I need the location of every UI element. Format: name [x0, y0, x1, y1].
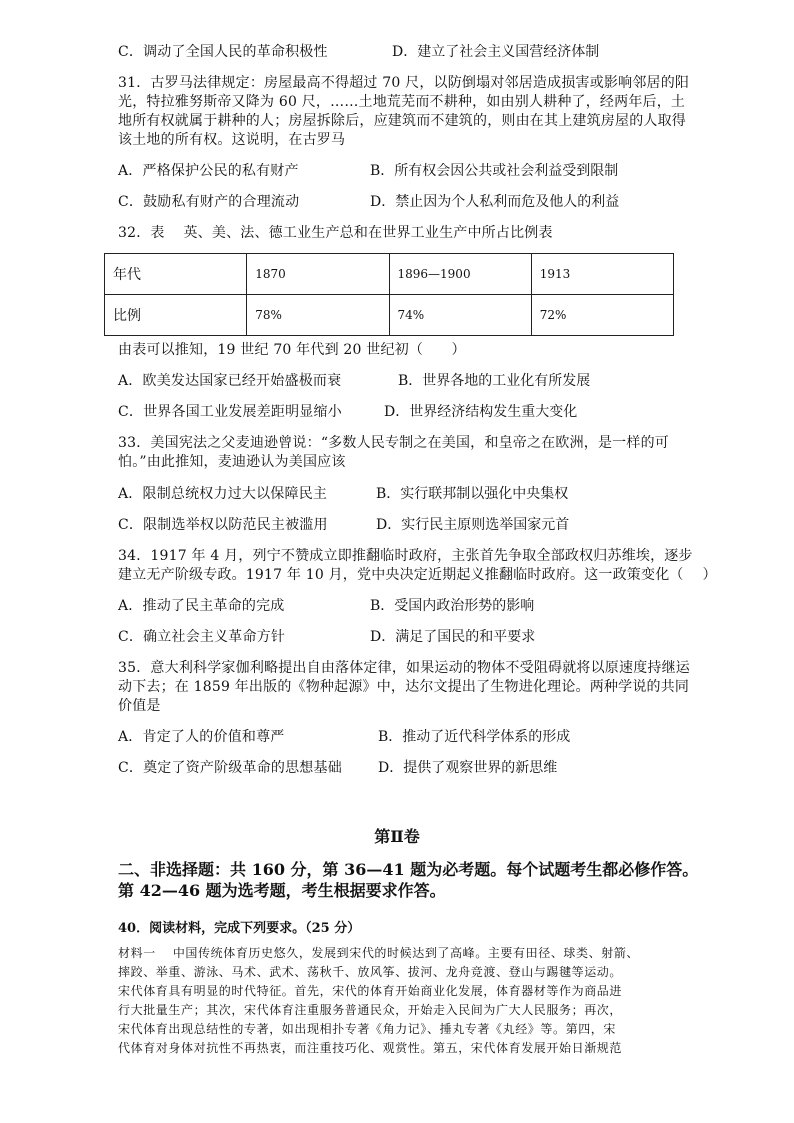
q35-option-c: C．奠定了资产阶级革命的思想基础 [118, 760, 342, 776]
table-header-row [105, 254, 674, 295]
q34-option-d: D．满足了国民的和平要求 [370, 629, 536, 645]
q35-stem-line-3: 价值是 [118, 698, 161, 714]
q30-option-c: C．调动了全国人民的革命积极性 [118, 44, 328, 60]
q34-stem-line-2: 建立无产阶级专政。1917 年 10 月，党中央决定近期起义推翻临时政府。这一政策变化（ ） [118, 567, 717, 583]
q35-option-d: D．提供了观察世界的新思维 [378, 760, 558, 776]
q32-option-a: A．欧美发达国家已经开始盛极而衰 [118, 373, 342, 389]
material-line-4: 行大批量生产；其次，宋代体育注重服务普通民众，开始走入民间为广大人民服务；再次， [118, 1003, 623, 1017]
q30-option-d: D．建立了社会主义国营经济体制 [392, 44, 600, 60]
q31-stem-line-1: 31．古罗马法律规定：房屋最高不得超过 70 尺，以防倒塌对邻居造成损害或影响邻居的阳 [118, 75, 690, 91]
q33-option-c: C．限制选举权以防范民主被滥用 [118, 517, 328, 533]
q32-title: 32．表 英、美、法、德工业生产总和在世界工业生产中所占比例表 [118, 225, 553, 241]
q31-option-d: D．禁止因为个人私利而危及他人的利益 [370, 194, 620, 210]
table-cell: 78% [247, 295, 389, 336]
table-cell: 1896—1900 [389, 254, 531, 295]
q34-option-b: B．受国内政治形势的影响 [370, 598, 535, 614]
table-cell: 1913 [531, 254, 673, 295]
q31-stem-line-3: 地所有权就属于耕种的人；房屋拆除后，应建筑而不建筑的，则由在其上建筑房屋的人取得 [118, 113, 686, 129]
q33-option-b: B．实行联邦制以强化中央集权 [376, 486, 569, 502]
q32-option-d: D．世界经济结构发生重大变化 [384, 404, 578, 420]
q33-stem-line-2: 怕。”由此推知，麦迪逊认为美国应该 [118, 454, 346, 470]
q35-option-b: B．推动了近代科学体系的形成 [378, 729, 571, 745]
q35-stem-line-2: 动下去；在 1859 年出版的《物种起源》中，达尔文提出了生物进化理论。两种学说的共同 [118, 679, 690, 695]
q34-stem-line-1: 34．1917 年 4 月，列宁不赞成立即推翻临时政府，主张首先争取全部政权归苏维埃，逐步 [118, 548, 693, 564]
proportion-table [104, 253, 674, 336]
q32-option-c: C．世界各国工业发展差距明显缩小 [118, 404, 342, 420]
q33-stem-line-1: 33．美国宪法之父麦迪逊曾说：“多数人民专制之在美国，和皇帝之在欧洲，是一样的可 [118, 435, 669, 451]
q31-option-a: A．严格保护公民的私有财产 [118, 163, 299, 179]
q32-stem: 由表可以推知，19 世纪 70 年代到 20 世纪初（ ） [118, 342, 466, 358]
q31-option-b: B．所有权会因公共或社会利益受到限制 [370, 163, 619, 179]
q31-stem-line-4: 该土地的所有权。这说明，在古罗马 [118, 132, 346, 148]
table-cell: 比例 [105, 295, 247, 336]
part-two-heading: 第Ⅱ卷 [374, 827, 420, 846]
q35-option-a: A．肯定了人的价值和尊严 [118, 729, 285, 745]
material-line-2: 摔跤、举重、游泳、马术、武术、荡秋千、放风筝、拔河、龙舟竞渡、登山与踢毽等运动。 [118, 965, 623, 979]
q40-title: 40．阅读材料，完成下列要求。（25 分） [118, 921, 361, 936]
q33-option-d: D．实行民主原则选举国家元首 [376, 517, 570, 533]
section-instructions-line-2: 第 42—46 题为选考题，考生根据要求作答。 [118, 881, 446, 900]
q34-option-c: C．确立社会主义革命方针 [118, 629, 286, 645]
q31-option-c: C．鼓励私有财产的合理流动 [118, 194, 300, 210]
table-row [105, 295, 674, 336]
material-line-1: 材料一 中国传统体育历史悠久，发展到宋代的时候达到了高峰。主要有田径、球类、射箭、 [118, 946, 640, 960]
table-cell: 74% [389, 295, 531, 336]
q35-stem-line-1: 35．意大利科学家伽利略提出自由落体定律，如果运动的物体不受阻碍就将以原速度持继运 [118, 660, 691, 676]
q32-option-b: B．世界各地的工业化有所发展 [398, 373, 591, 389]
table-cell: 年代 [105, 254, 247, 295]
q34-option-a: A．推动了民主革命的完成 [118, 598, 285, 614]
q33-option-a: A．限制总统权力过大以保障民主 [118, 486, 328, 502]
material-line-3: 宋代体育具有明显的时代特征。首先，宋代的体育开始商业化发展，体育器材等作为商品进 [118, 984, 623, 998]
table-cell: 72% [531, 295, 673, 336]
section-instructions-line-1: 二、非选择题：共 160 分，第 36—41 题为必考题。每个试题考生都必修作答。 [118, 860, 699, 879]
q31-stem-line-2: 光，特拉雅努斯帝又降为 60 尺，……土地荒芜而不耕种，如由别人耕种了，经两年后，土 [118, 94, 686, 110]
table-cell: 1870 [247, 254, 389, 295]
material-line-6: 代体育对身体对抗性不再热衷，而注重技巧化、观赏性。第五，宋代体育发展开始日渐规范 [118, 1041, 623, 1055]
material-line-5: 宋代体育出现总结性的专著，如出现相扑专著《角力记》、捶丸专著《丸经》等。第四，宋 [118, 1022, 617, 1036]
